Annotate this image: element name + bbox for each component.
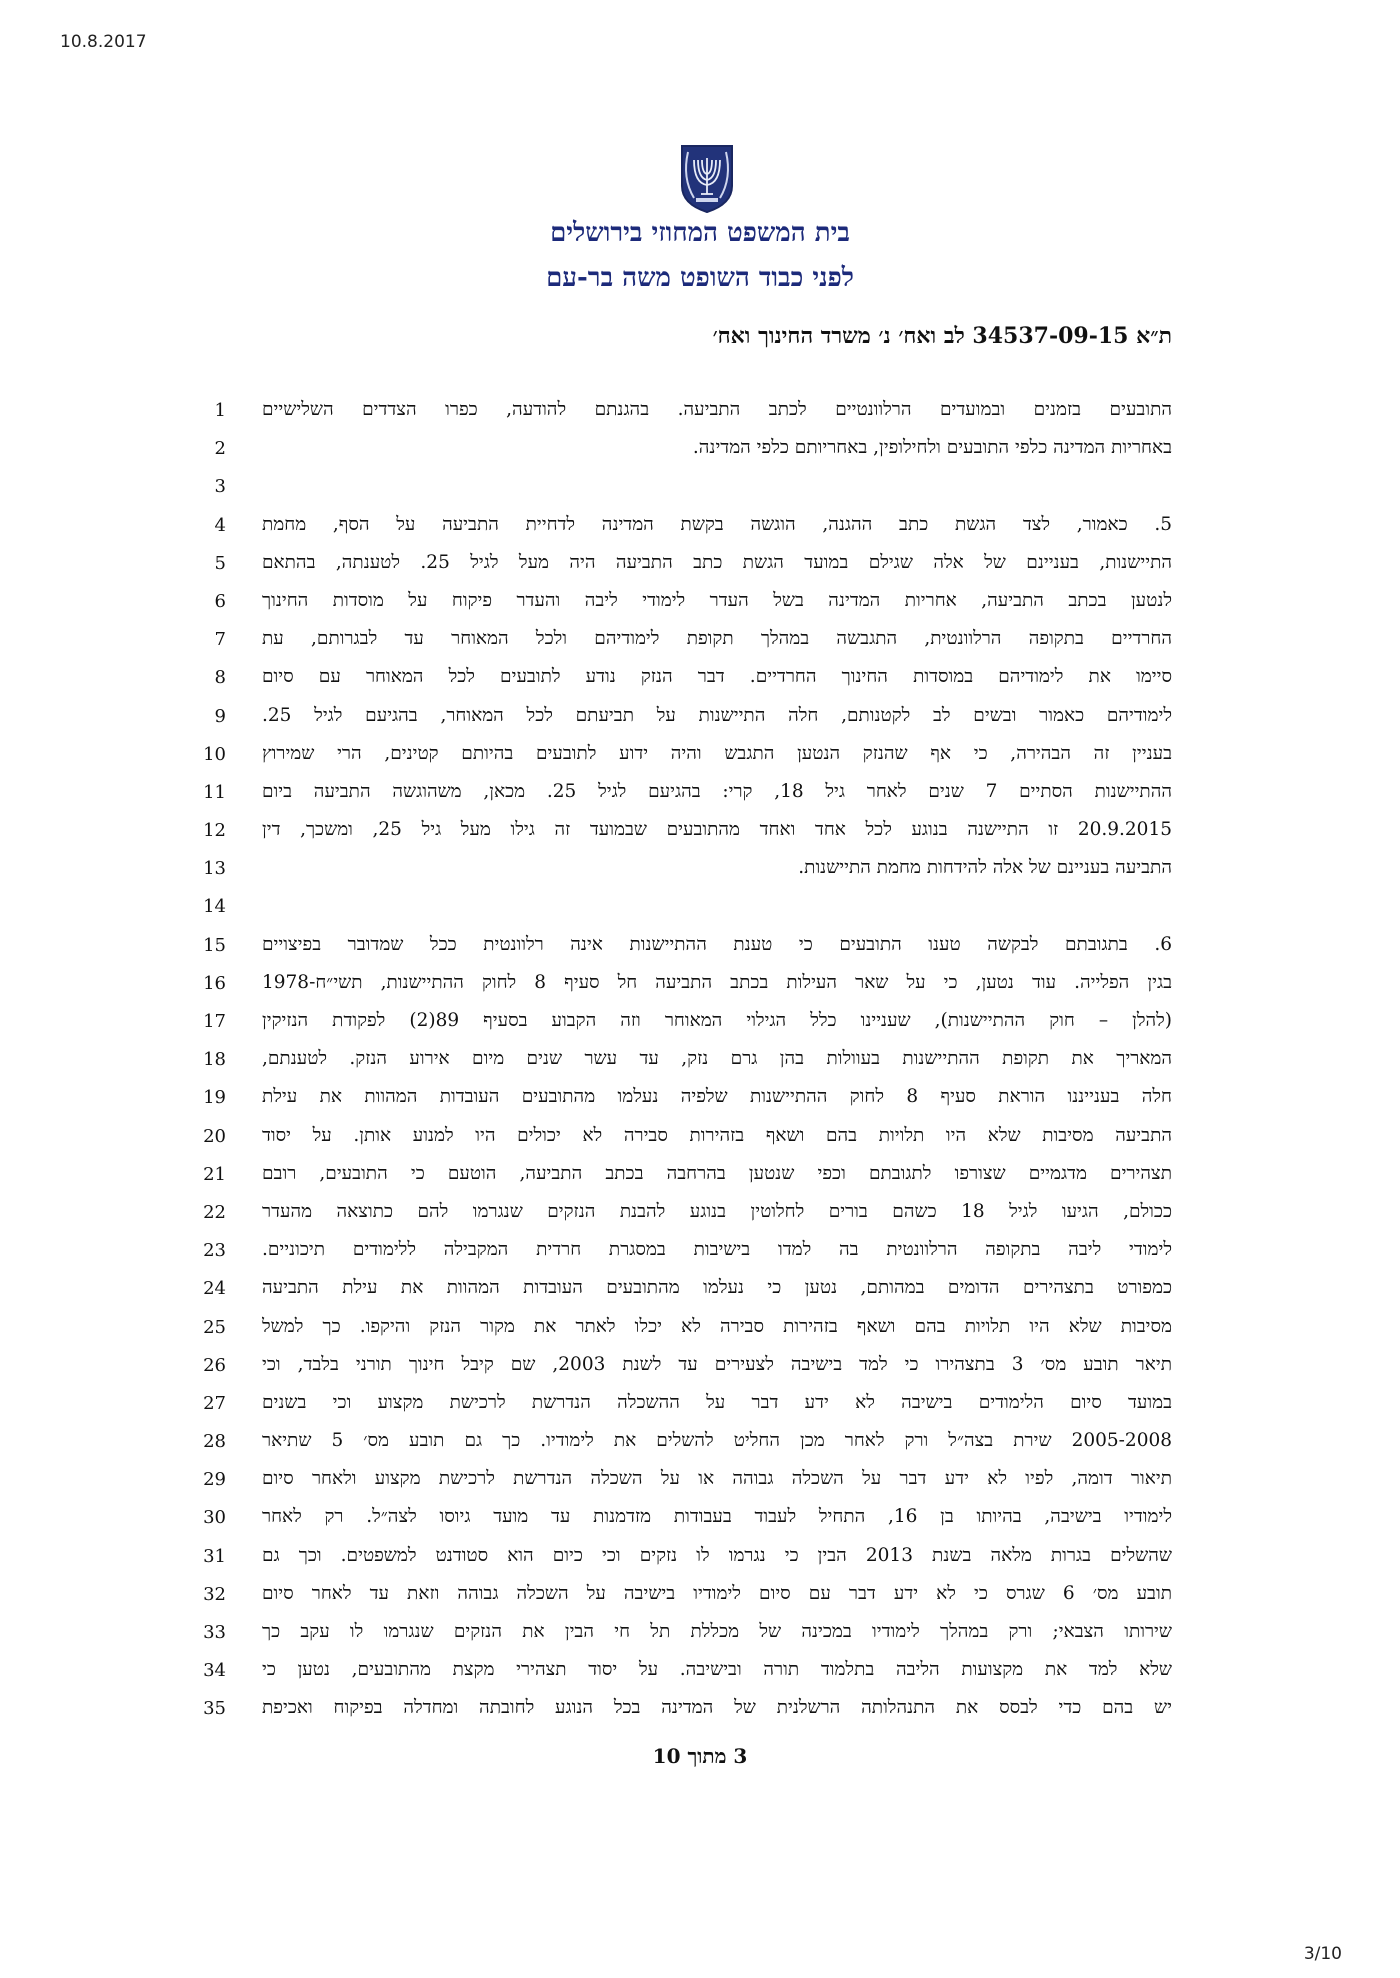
line-number: 4 — [214, 514, 226, 536]
line-number: 13 — [203, 858, 226, 880]
line-text: שהשלים בגרות מלאה בשנת 2013 הבין כי נגרמו לו נזקים וכי כיום הוא סטודנט למשפטים. וכך גם — [262, 1544, 1172, 1566]
document-line — [0, 740, 1400, 778]
line-text: באחריות המדינה כלפי התובעים ולחילופין, באחריותם כלפי המדינה. — [692, 437, 1172, 459]
document-line — [0, 1503, 1400, 1541]
document-line — [0, 931, 1400, 969]
line-number: 35 — [203, 1698, 226, 1720]
document-line — [0, 663, 1400, 701]
line-text: בעניין זה הבהירה, כי אף שהנזק הנטען התגבש והיה ידוע לתובעים בהיותם קטינים, הרי שמירוץ — [262, 742, 1172, 764]
state-emblem-menorah-icon — [678, 142, 736, 214]
line-text: התביעה בעניינם של אלה להידחות מחמת התיישנות. — [798, 857, 1172, 879]
line-number: 2 — [214, 438, 226, 460]
line-number: 27 — [203, 1392, 226, 1414]
document-line — [0, 1694, 1400, 1732]
document-line — [0, 1198, 1400, 1236]
line-number: 9 — [214, 705, 226, 727]
document-line — [0, 1160, 1400, 1198]
document-line — [0, 587, 1400, 625]
line-number: 16 — [203, 972, 226, 994]
line-number: 11 — [203, 781, 226, 803]
document-line — [0, 625, 1400, 663]
document-line — [0, 969, 1400, 1007]
line-text: לימודיהם כאמור ובשים לב לקטנותם, חלה התיישנות על תביעתם לכל המאוחר, בהגיעם לגיל 25. — [262, 704, 1172, 726]
document-line — [0, 854, 1400, 892]
line-number: 32 — [203, 1583, 226, 1605]
line-number: 24 — [203, 1278, 226, 1300]
line-text: תצהירים מדגמיים שצורפו לתגובתם וכפי שנטען בהרחבה בכתב התביעה, הוטעם כי התובעים, רובם — [262, 1162, 1172, 1184]
document-line — [0, 1045, 1400, 1083]
line-text: תיאר תובע מס׳ 3 בתצהירו כי למד בישיבה לצעירים עד לשנת 2003, שם קיבל חינוך תורני בלבד, וכי — [262, 1353, 1172, 1375]
line-text: התביעה מסיבות שלא היו תלויות בהם ושאף בזהירות סבירה לא יכולים היו למנוע אותן. על יסוד — [262, 1124, 1172, 1146]
line-text: ככולם, הגיעו לגיל 18 כשהם בורים לחלוטין בנוגע להבנת הנזקים שנגרמו להם כתוצאה מהעדר — [262, 1200, 1172, 1222]
line-number: 26 — [203, 1354, 226, 1376]
document-line — [0, 1274, 1400, 1312]
document-line — [0, 892, 1400, 930]
page-counter: 3 מתוך 10 — [652, 1744, 748, 1768]
line-text: 6. בתגובתם לבקשה טענו התובעים כי טענת ההתיישנות אינה רלוונטית ככל שמדובר בפיצויים — [262, 933, 1172, 955]
line-number: 3 — [214, 476, 226, 498]
line-text: לנטען בכתב התביעה, אחריות המדינה בשל העדר לימודי ליבה והעדר פיקוח על מוסדות החינוך — [262, 589, 1172, 611]
document-line — [0, 1007, 1400, 1045]
print-page-number: 3/10 — [1303, 1944, 1342, 1964]
line-text: 5. כאמור, לצד הגשת כתב ההגנה, הוגשה בקשת המדינה לדחיית התביעה על הסף, מחמת — [262, 513, 1172, 535]
document-line — [0, 434, 1400, 472]
line-text: 20.9.2015 זו התיישנה בנוגע לכל אחד ואחד מהתובעים שבמועד זה גילו מעל גיל 25, ומשכך, דין — [262, 819, 1172, 841]
line-number: 14 — [203, 896, 226, 918]
court-name: בית המשפט המחוזי בירושלים — [550, 218, 850, 248]
line-number: 15 — [203, 934, 226, 956]
line-number: 6 — [214, 590, 226, 612]
document-line — [0, 1313, 1400, 1351]
line-number: 20 — [203, 1125, 226, 1147]
document-line — [0, 511, 1400, 549]
line-number: 23 — [203, 1240, 226, 1262]
case-caption: ת״א 34537-09-15 לב ואח׳ נ׳ משרד החינוך ואח׳ — [712, 323, 1172, 349]
line-text: התיישנות, בעניינם של אלה שגילם במועד הגשת כתב התביעה היה מעל לגיל 25. לטענתה, בהתאם — [262, 551, 1172, 573]
document-line — [0, 778, 1400, 816]
line-text: סיימו את לימודיהם במוסדות החינוך החרדיים. דבר הנזק נודע לתובעים לכל המאוחר עם סיום — [262, 666, 1172, 688]
line-text: במועד סיום הלימודים בישיבה לא ידע דבר על ההשכלה הנדרשת לרכישת מקצוע וכי בשנים — [262, 1391, 1172, 1413]
line-number: 28 — [203, 1431, 226, 1453]
document-line — [0, 1465, 1400, 1503]
document-line — [0, 1351, 1400, 1389]
line-number: 19 — [203, 1087, 226, 1109]
line-number: 8 — [214, 667, 226, 689]
line-number: 29 — [203, 1469, 226, 1491]
document-line — [0, 702, 1400, 740]
document-line — [0, 1236, 1400, 1274]
line-text: כמפורט בתצהירים הדומים במהותם, נטען כי נעלמו מהתובעים העובדות המהוות את עילת התביעה — [262, 1277, 1172, 1299]
line-number: 30 — [203, 1507, 226, 1529]
line-text: (להלן – חוק ההתיישנות), שעניינו כלל הגילוי המאוחר וזה הקבוע בסעיף 89(2) לפקודת הנזיקין — [262, 1010, 1172, 1031]
line-text: המאריך את תקופת ההתיישנות בעוולות בהן גרם נזק, עד עשר שנים מיום אירוע הנזק. לטענתם, — [262, 1048, 1172, 1070]
document-line — [0, 396, 1400, 434]
document-line — [0, 1122, 1400, 1160]
line-text: תיאור דומה, לפיו לא ידע דבר על השכלה גבוהה או על השכלה הנדרשת לרכישת מקצוע ולאחר סיום — [262, 1468, 1172, 1490]
line-number: 5 — [214, 552, 226, 574]
line-number: 18 — [203, 1049, 226, 1071]
line-number: 22 — [203, 1201, 226, 1223]
line-text: החרדיים בתקופה הרלוונטית, התגבשה במהלך תקופת לימודיהם ולכל המאוחר עד לבגרותם, עת — [262, 628, 1172, 650]
line-number: 12 — [203, 820, 226, 842]
line-number: 33 — [203, 1622, 226, 1643]
line-number: 34 — [203, 1660, 226, 1682]
line-number: 31 — [203, 1545, 226, 1567]
line-text: שירותו הצבאי; ורק במהלך לימודיו במכינה של מכללת תל חי הבין את הנזקים שנגרמו לו עקב כך — [262, 1621, 1172, 1642]
line-text: התובעים בזמנים ובמועדים הרלוונטיים לכתב התביעה. בהגנתם להודעה, כפרו הצדדים השלישיים — [262, 399, 1172, 420]
line-text: לימודיו בישיבה, בהיותו בן 16, התחיל לעבוד בעבודות מזדמנות עד מועד גיוסו לצה״ל. רק לאחר — [262, 1506, 1172, 1528]
document-line — [0, 1083, 1400, 1121]
document-line — [0, 549, 1400, 587]
print-date: 10.8.2017 — [60, 32, 147, 52]
line-text: 2005-2008 שירת בצה״ל ורק לאחר מכן החליט להשלים את לימודיו. כך גם תובע מס׳ 5 שתיאר — [262, 1430, 1172, 1452]
line-number: 21 — [203, 1163, 226, 1185]
line-text: בגין הפלייה. עוד נטען, כי על שאר העילות בכתב התביעה חל סעיף 8 לחוק ההתיישנות, תשי״ח-1978 — [262, 971, 1172, 993]
line-text: שלא למד את מקצועות הליבה בתלמוד תורה ובישיבה. על יסוד תצהירי מקצת מהתובעים, נטען כי — [262, 1659, 1172, 1681]
line-number: 7 — [214, 629, 226, 651]
line-text: ההתיישנות הסתיים 7 שנים לאחר גיל 18, קרי: בהגיעם לגיל 25. מכאן, משהוגשה התביעה ביום — [262, 780, 1172, 802]
line-number: 17 — [203, 1011, 226, 1032]
line-text: יש בהם כדי לבסס את התנהלותה הרשלנית של המדינה בכל הנוגע לחובתה ומחדלה בפיקוח ואכיפת — [262, 1697, 1172, 1719]
document-line — [0, 1389, 1400, 1427]
line-text: תובע מס׳ 6 שגרס כי לא ידע דבר עם סיום לימודיו בישיבה על השכלה גבוהה וזאת עד לאחר סיום — [262, 1582, 1172, 1604]
line-text: לימודי ליבה בתקופה הרלוונטית בה למדו בישיבות במסגרת חרדית המקבילה ללימודים תיכוניים. — [262, 1239, 1172, 1261]
document-line — [0, 1618, 1400, 1656]
line-number: 1 — [214, 400, 226, 421]
document-line — [0, 472, 1400, 510]
document-line — [0, 1656, 1400, 1694]
line-number: 25 — [203, 1316, 226, 1338]
line-text: מסיבות שלא היו תלויות בהם ושאף בזהירות סבירה לא יכלו לאתר את מקור הנזק והיקפו. כך למשל — [262, 1315, 1172, 1337]
judge-name: לפני כבוד השופט משה בר-עם — [546, 263, 854, 293]
document-line — [0, 1542, 1400, 1580]
document-line — [0, 1580, 1400, 1618]
document-body — [0, 396, 1400, 1733]
document-line — [0, 1427, 1400, 1465]
line-text: חלה בענייננו הוראת סעיף 8 לחוק ההתיישנות שלפיה נעלמו מהתובעים העובדות המהוות את עילת — [262, 1086, 1172, 1108]
document-line — [0, 816, 1400, 854]
line-number: 10 — [203, 743, 226, 765]
